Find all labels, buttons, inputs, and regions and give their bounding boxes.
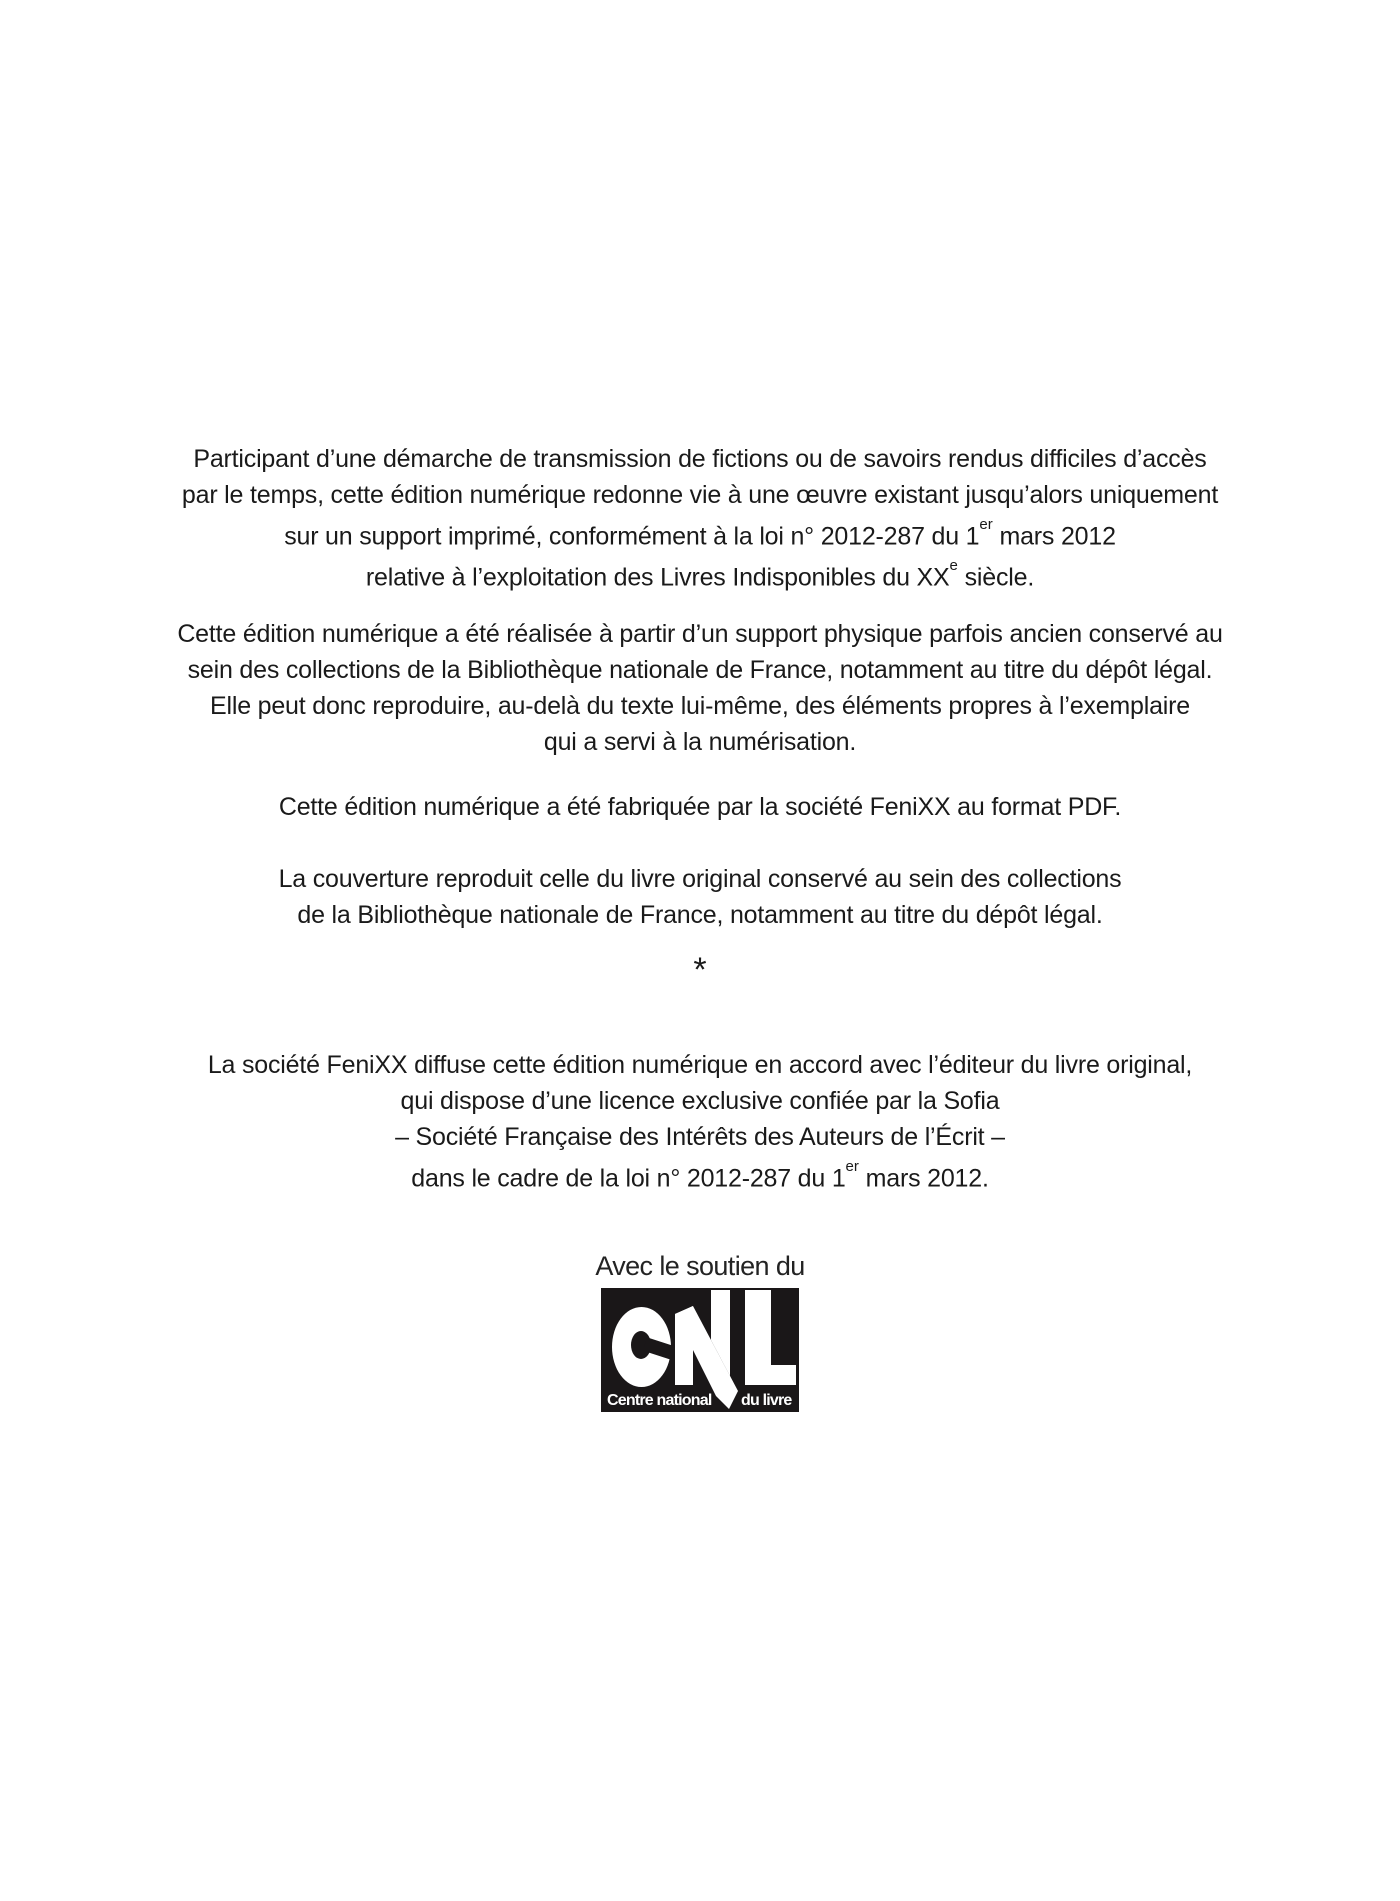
text-line: La couverture reproduit celle du livre original conservé au sein des collections <box>278 865 1122 893</box>
text-line: qui a servi à la numérisation. <box>543 728 857 756</box>
text-line: de la Bibliothèque nationale de France, notamment au titre du dépôt légal. <box>297 901 1103 929</box>
text-line: La société FeniXX diffuse cette édition numérique en accord avec l’éditeur du livre original, <box>207 1051 1193 1079</box>
cnl-logo <box>601 1288 799 1412</box>
text-line: relative à l’exploitation des Livres Indisponibles du XXe siècle. <box>365 557 1035 592</box>
cnl-caption-right: du livre <box>741 1392 792 1409</box>
edition-notice-paragraph <box>0 441 1400 596</box>
license-notice-paragraph <box>0 1047 1400 1196</box>
text-line: Elle peut donc reproduire, au-delà du texte lui-même, des éléments propres à l’exemplaire <box>210 692 1190 720</box>
cnl-caption-left: Centre national <box>607 1392 712 1409</box>
text-line: sur un support imprimé, conformément à la loi n° 2012-287 du 1er mars 2012 <box>284 515 1116 551</box>
asterisk-separator: * <box>693 951 707 989</box>
logo-tagline: Avec le soutien du <box>595 1251 805 1281</box>
cnl-logo-graphic <box>601 1288 799 1412</box>
text-line: – Société Française des Intérêts des Auteurs de l’Écrit – <box>395 1123 1005 1151</box>
text-line: qui dispose d’une licence exclusive confiée par la Sofia <box>400 1087 1000 1115</box>
source-notice-paragraph <box>0 616 1400 760</box>
superscript: er <box>845 1157 859 1175</box>
superscript: e <box>949 557 958 575</box>
superscript: er <box>979 515 993 533</box>
text-line: Participant d’une démarche de transmission de fictions ou de savoirs rendus difficiles d’accès <box>193 445 1207 473</box>
text-line: dans le cadre de la loi n° 2012-287 du 1er mars 2012. <box>411 1157 989 1193</box>
text-line: Cette édition numérique a été réalisée à partir d’un support physique parfois ancien conservé au <box>177 620 1223 648</box>
text-line: par le temps, cette édition numérique redonne vie à une œuvre existant jusqu’alors uniquement <box>181 481 1219 509</box>
producer-notice-paragraph <box>0 789 1400 825</box>
cover-notice-paragraph <box>0 861 1400 933</box>
text-line: sein des collections de la Bibliothèque nationale de France, notamment au titre du dépôt légal. <box>187 656 1213 684</box>
text-line: Cette édition numérique a été fabriquée par la société FeniXX au format PDF. <box>278 793 1122 821</box>
